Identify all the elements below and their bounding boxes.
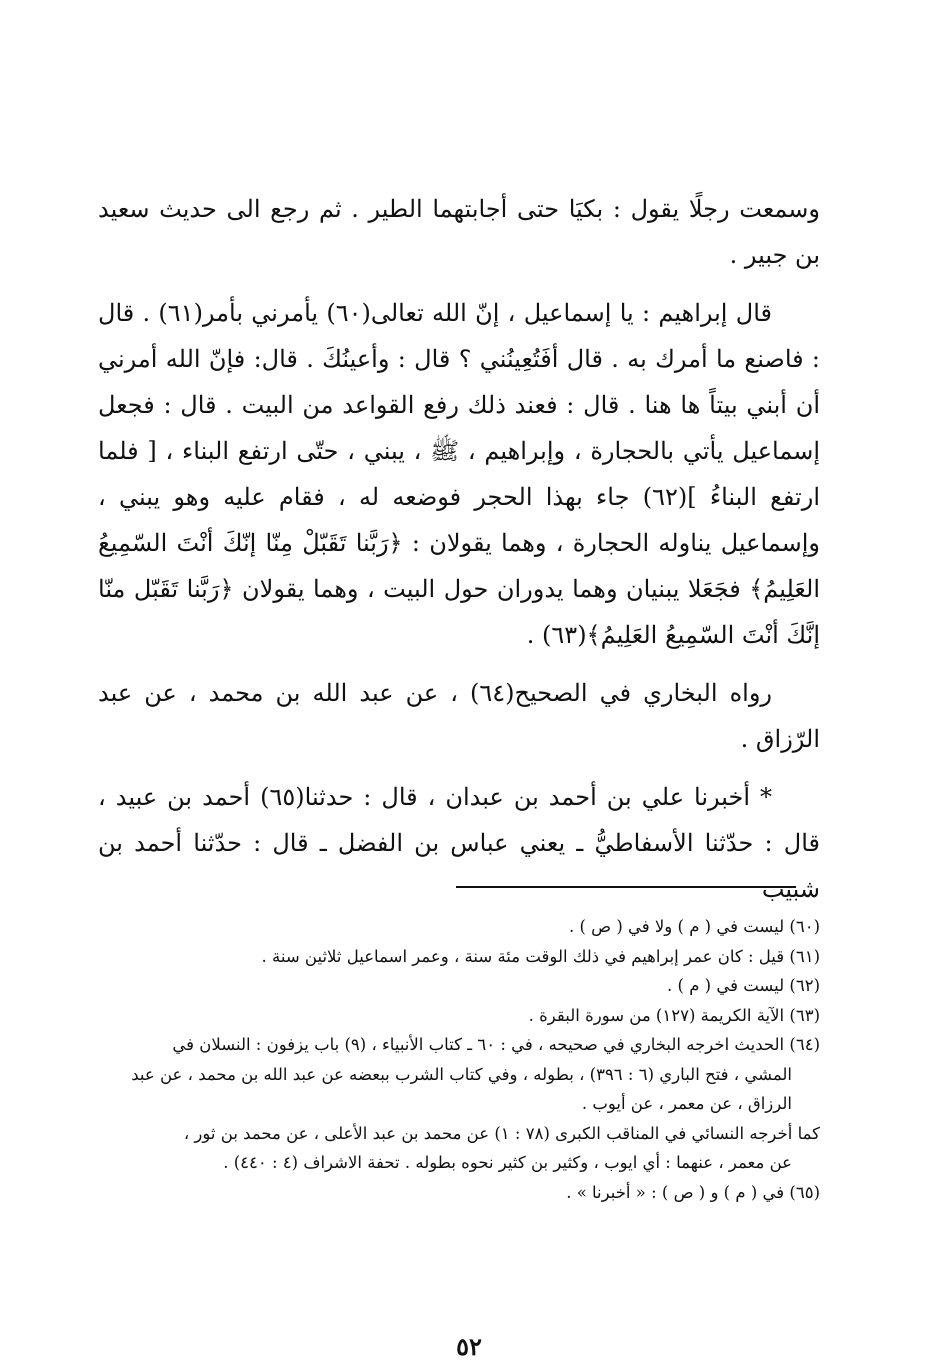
paragraph-2: قال إبراهيم : يا إسماعيل ، إنّ الله تعالى(٦٠) يأمرني بأمر(٦١) . قال : فاصنع ما أمرك به . قال أفَتُعِينُني ؟ قال : وأعينُكَ . قال: فإنّ الله أمرني أن أبني بيتاً ها هنا . قال : فعند ذلك رفع القواعد من البيت . قال : فجعل إسماعيل يأتي بالحجارة ، وإبراهيم ، ﷺ ، يبني ، حتّى ارتفع البناء ، [ فلما ارتفع البناءُ ](٦٢) جاء بهذا الحجر فوضعه له ، فقام عليه وهو يبني ، وإسماعيل يناوله الحجارة ، وهما يقولان : ﴿رَبَّنا تَقَبّلْ مِنّا إنّكَ أنْتَ السّمِيعُ العَلِيمُ﴾ فجَعَلا يبنيان وهما يدوران حول البيت ، وهما يقولان ﴿رَبَّنا تَقَبّل منّا إنَّكَ أنْتَ السّمِيعُ العَلِيمُ﴾(٦٣) .	[98, 299, 820, 649]
paragraph-4: * أخبرنا علي بن أحمد بن عبدان ، قال : حدثنا(٦٥) أحمد بن عبيد ، قال : حدّثنا الأسفاطيُّ ـ يعني عباس بن الفضل ـ قال : حدّثنا أحمد بن شبيب	[98, 783, 820, 903]
footnote-62: (٦٢) ليست في ( م ) .	[667, 976, 820, 995]
paragraph-1: وسمعت رجلًا يقول : بكيَا حتى أجابتهما الطير . ثم رجع الى حديث سعيد بن جبير .	[98, 195, 820, 269]
footnote-60: (٦٠) ليست في ( م ) ولا في ( ص ) .	[568, 917, 820, 936]
main-text	[98, 186, 820, 912]
footnote-divider	[456, 886, 796, 888]
footnote-64-line-2: المشي ، فتح الباري (٦ : ٣٩٦) ، بطوله ، وفي كتاب الشرب ببعضه عن عبد الله بن محمد ، عن عبد	[131, 1064, 792, 1084]
footnotes	[100, 912, 820, 1207]
footnote-65: (٦٥) في ( م ) و ( ص ) : « أخبرنا » .	[566, 1182, 820, 1202]
footnote-64-line-1: (٦٤) الحديث اخرجه البخاري في صحيحه ، في : ٦٠ ـ كتاب الأنبياء ، (٩) باب يزفون : النسلان في	[172, 1035, 820, 1054]
page-number: ٥٢	[456, 1332, 482, 1361]
footnote-63: (٦٣) الآية الكريمة (١٢٧) من سورة البقرة .	[528, 1005, 820, 1025]
paragraph-3: رواه البخاري في الصحيح(٦٤) ، عن عبد الله بن محمد ، عن عبد الرّزاق .	[98, 679, 820, 753]
footnote-64-line-4: كما أخرجه النسائي في المناقب الكبرى (٧٨ : ١) عن محمد بن عبد الأعلى ، عن محمد بن ثور ،	[183, 1123, 820, 1143]
footnote-64-line-5: عن معمر ، عنهما : أي ايوب ، وكثير بن كثير نحوه بطوله . تحفة الاشراف (٤ : ٤٤٠) .	[223, 1153, 792, 1172]
footnote-61: (٦١) قيل : كان عمر إبراهيم في ذلك الوقت مئة سنة ، وعمر اسماعيل ثلاثين سنة .	[261, 946, 820, 966]
footnote-64-line-3: الرزاق ، عن معمر ، عن أيوب .	[581, 1094, 792, 1113]
